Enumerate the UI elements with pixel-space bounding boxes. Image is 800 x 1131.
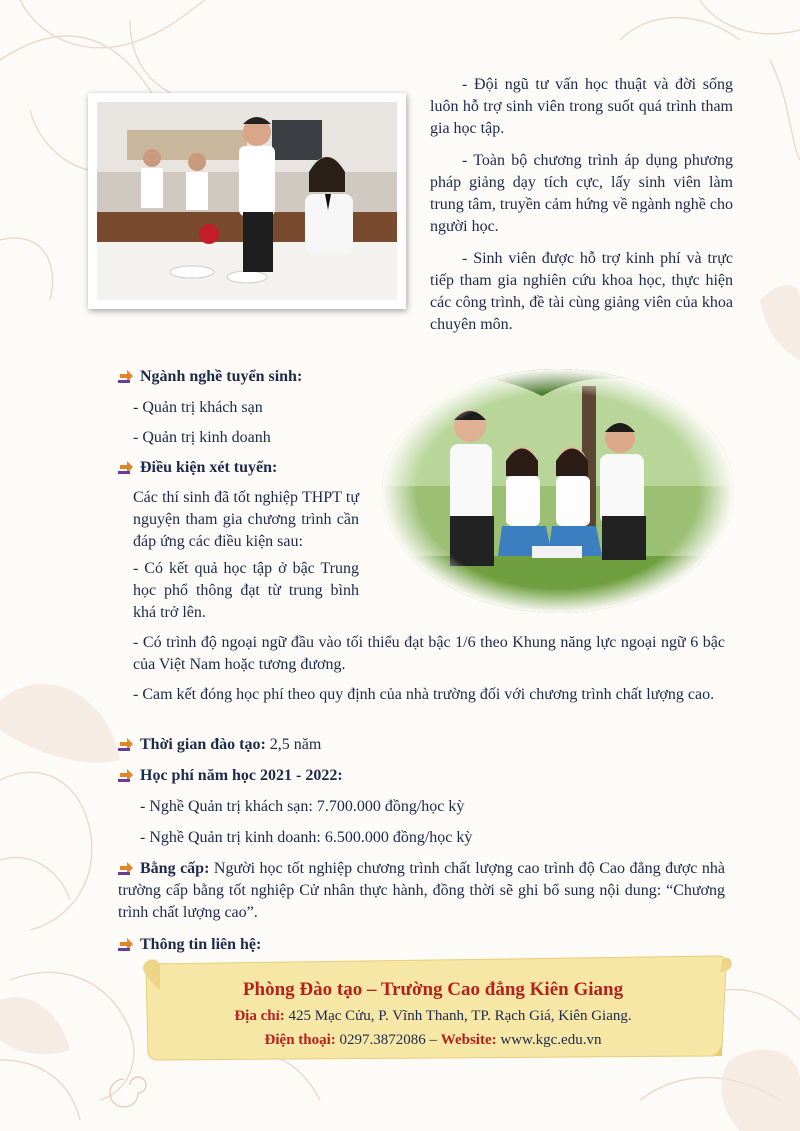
duration-row xyxy=(118,734,321,756)
tuition-item-hotel: - Nghề Quản trị khách sạn: 7.700.000 đồng/học kỳ xyxy=(140,798,465,815)
contact-address-line xyxy=(150,1006,716,1026)
arrow-bullet-icon xyxy=(118,369,134,383)
website-label: Website: xyxy=(440,1032,497,1048)
intro-paragraph-research: - Sinh viên được hỗ trợ kinh phí và trực tiếp tham gia nghiên cứu khoa học, thực hiện các công trình, đề tài cùng giảng viên của khoa chuyên môn. xyxy=(430,250,733,333)
address-value: 425 Mạc Cửu, P. Vĩnh Thanh, TP. Rạch Giá, Kiên Giang. xyxy=(284,1008,632,1024)
condition-academic: - Có kết quả học tập ở bậc Trung học phổ thông đạt từ trung bình khá trở lên. xyxy=(133,560,359,621)
waiter-service-illustration xyxy=(97,102,397,300)
degree-paragraph xyxy=(118,858,725,924)
website-value: www.kgc.edu.vn xyxy=(496,1032,602,1048)
arrow-bullet-icon xyxy=(118,937,134,951)
majors-heading: Ngành nghề tuyển sinh: xyxy=(118,366,302,388)
tuition-heading: Học phí năm học 2021 - 2022: xyxy=(118,765,343,787)
duration-label: Thời gian đào tạo: xyxy=(140,736,266,753)
intro-paragraphs xyxy=(430,74,733,346)
condition-fee-text: - Cam kết đóng học phí theo quy định của nhà trường đối với chương trình chất lượng cao. xyxy=(133,686,715,703)
condition-language-text: - Có trình độ ngoại ngữ đầu vào tối thiểu đạt bậc 1/6 theo Khung năng lực ngoại ngữ 6 bậc của Việt Nam hoặc tương đương. xyxy=(133,634,725,673)
phone-label: Điện thoại: xyxy=(264,1032,336,1048)
degree-label: Bằng cấp: xyxy=(140,860,210,877)
conditions-heading: Điều kiện xét tuyển: xyxy=(118,457,277,479)
restaurant-training-photo xyxy=(88,93,406,309)
phone-value: 0297.3872086 – xyxy=(335,1032,441,1048)
arrow-bullet-icon xyxy=(118,737,134,751)
condition-language xyxy=(133,632,725,676)
major-item-business: - Quản trị kinh doanh xyxy=(133,429,271,446)
contact-org-name: Phòng Đào tạo – Trường Cao đẳng Kiên Giang xyxy=(242,979,624,1000)
students-outdoor-photo xyxy=(382,366,734,616)
major-item-hotel: - Quản trị khách sạn xyxy=(133,399,263,416)
intro-paragraph-methods: - Toàn bộ chương trình áp dụng phương pháp giảng dạy tích cực, lấy sinh viên làm trung tâm, truyền cảm hứng về ngành nghề cho người học. xyxy=(430,152,733,235)
conditions-intro-text: Các thí sinh đã tốt nghiệp THPT tự nguyện tham gia chương trình cần đáp ứng các điều kiện sau: xyxy=(133,489,359,550)
condition-fee xyxy=(133,684,725,706)
arrow-bullet-icon xyxy=(118,460,134,474)
address-label: Địa chỉ: xyxy=(234,1008,285,1024)
arrow-bullet-icon xyxy=(118,861,134,875)
contact-phone-line xyxy=(150,1030,716,1050)
tuition-item-business: - Nghề Quản trị kinh doanh: 6.500.000 đồng/học kỳ xyxy=(140,829,473,846)
contact-heading: Thông tin liên hệ: xyxy=(118,934,261,956)
degree-text: Người học tốt nghiệp chương trình chất lượng cao trình độ Cao đẳng được nhà trường cấp bằng tốt nghiệp Cử nhân thực hành, đồng thời sẽ ghi bổ sung nội dung: “Chương trình chất lượng cao”. xyxy=(118,860,725,921)
intro-paragraph-advisors: - Đội ngũ tư vấn học thuật và đời sống luôn hỗ trợ sinh viên trong suốt quá trình tham gia học tập. xyxy=(430,76,733,137)
conditions-intro xyxy=(133,487,359,553)
arrow-bullet-icon xyxy=(118,768,134,782)
duration-value: 2,5 năm xyxy=(265,736,322,753)
